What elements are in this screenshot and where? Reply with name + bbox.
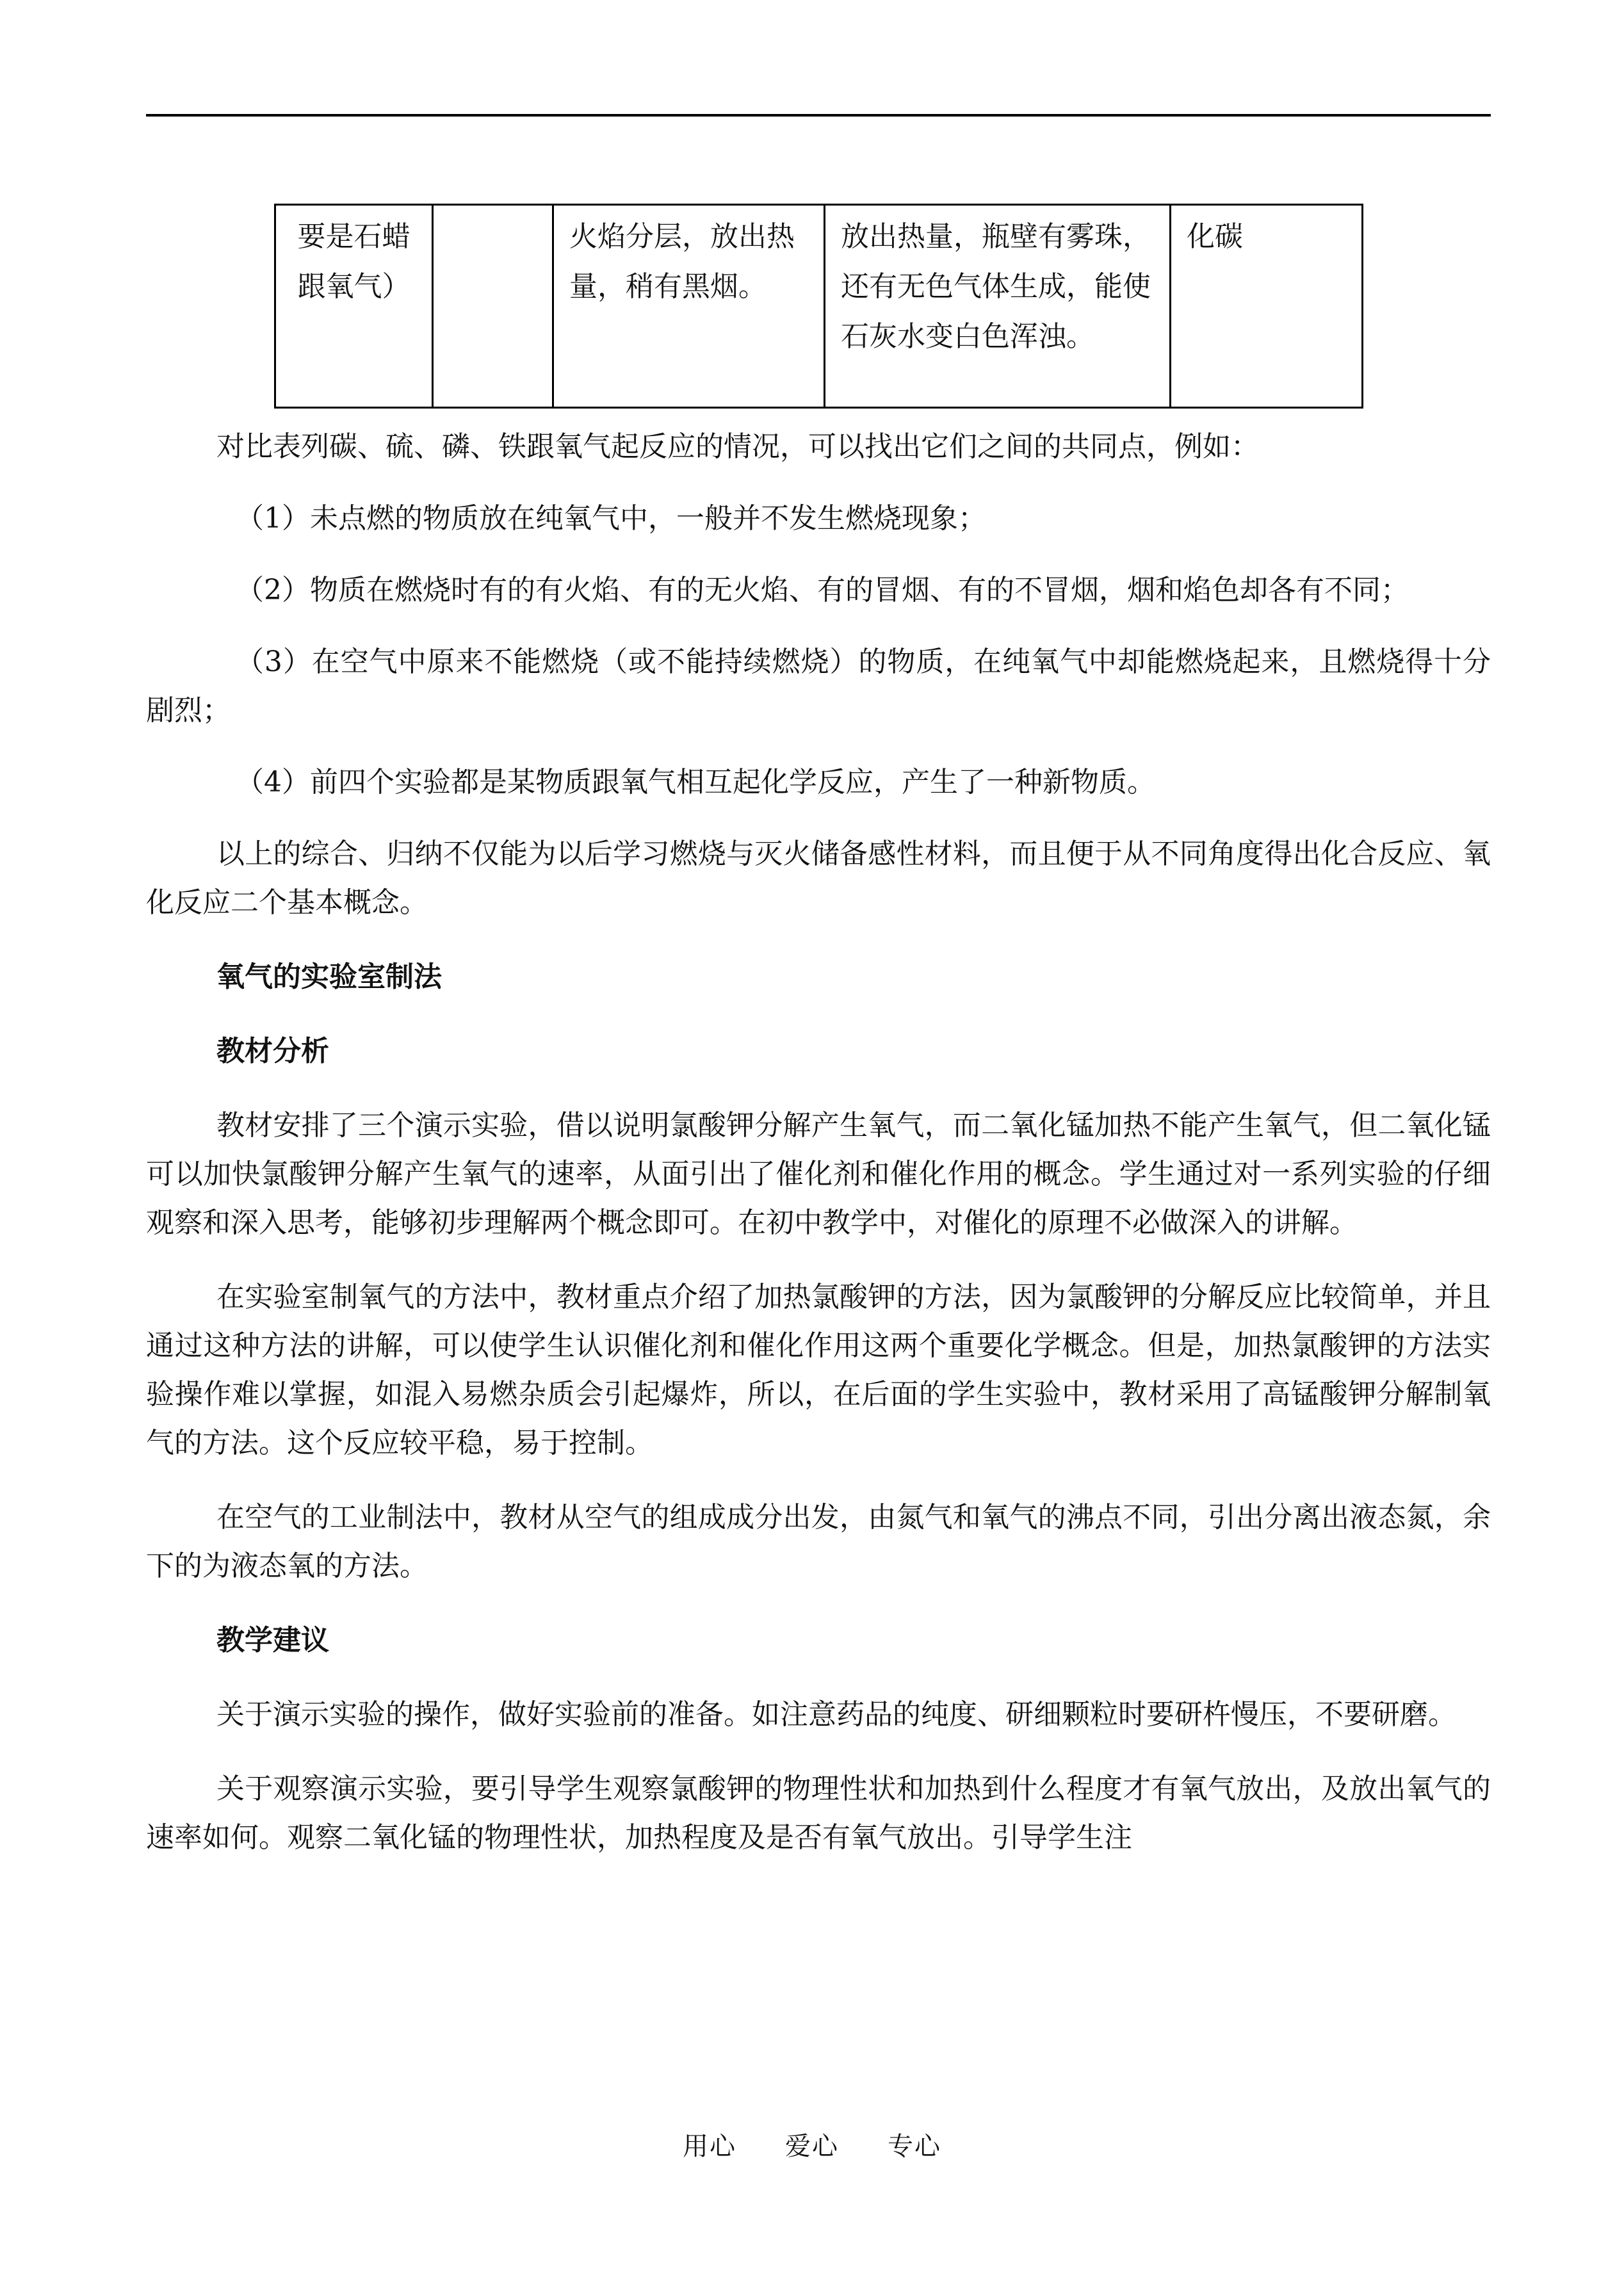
table-cell <box>433 205 553 408</box>
table-cell: 放出热量，瓶壁有雾珠，还有无色气体生成，能使石灰水变白色浑浊。 <box>825 205 1171 408</box>
paragraph: 在空气的工业制法中，教材从空气的组成成分出发，由氮气和氧气的沸点不同，引出分离出液态氮，余下的为液态氧的方法。 <box>146 1501 1491 1582</box>
list-item: （3）在空气中原来不能燃烧（或不能持续燃烧）的物质，在纯氧气中却能燃烧起来，且燃烧得十分剧烈； <box>146 645 1491 727</box>
section-heading: 氧气的实验室制法 <box>216 961 442 993</box>
footer-word: 爱心 <box>785 2132 839 2161</box>
document-body <box>146 423 1491 1862</box>
paragraph: 关于观察演示实验，要引导学生观察氯酸钾的物理性状和加热到什么程度才有氧气放出，及放出氧气的速率如何。观察二氧化锰的物理性状，加热程度及是否有氧气放出。引导学生注 <box>146 1772 1491 1854</box>
table-cell: 要是石蜡跟氧气） <box>275 205 433 408</box>
paragraph: 教材安排了三个演示实验，借以说明氯酸钾分解产生氧气，而二氧化锰加热不能产生氧气，但二氧化锰可以加快氯酸钾分解产生氧气的速率，从面引出了催化剂和催化作用的概念。学生通过对一系列实验的仔细观察和深入思考，能够初步理解两个概念即可。在初中教学中，对催化的原理不必做深入的讲解。 <box>146 1109 1491 1239</box>
table-cell: 化碳 <box>1171 205 1363 408</box>
footer-word: 用心 <box>683 2132 736 2161</box>
header-rule <box>146 114 1491 117</box>
footer-word: 专心 <box>888 2132 941 2161</box>
paragraph: 以上的综合、归纳不仅能为以后学习燃烧与灭火储备感性材料，而且便于从不同角度得出化合反应、氧化反应二个基本概念。 <box>146 838 1491 919</box>
list-item: （2）物质在燃烧时有的有火焰、有的无火焰、有的冒烟、有的不冒烟，烟和焰色却各有不同； <box>236 574 1409 606</box>
table-row <box>275 205 1363 408</box>
table-cell: 火焰分层，放出热量，稍有黑烟。 <box>553 205 825 408</box>
section-heading: 教学建议 <box>216 1624 329 1657</box>
page-footer <box>0 2126 1624 2162</box>
list-item: （1）未点燃的物质放在纯氧气中，一般并不发生燃烧现象； <box>236 502 986 535</box>
paragraph: 对比表列碳、硫、磷、铁跟氧气起反应的情况，可以找出它们之间的共同点，例如： <box>216 430 1259 463</box>
paragraph: 关于演示实验的操作，做好实验前的准备。如注意药品的纯度、研细颗粒时要研杵慢压，不要研磨。 <box>216 1698 1456 1731</box>
list-item: （4）前四个实验都是某物质跟氧气相互起化学反应，产生了一种新物质。 <box>236 766 1155 799</box>
paragraph: 在实验室制氧气的方法中，教材重点介绍了加热氯酸钾的方法，因为氯酸钾的分解反应比较简单，并且通过这种方法的讲解，可以使学生认识催化剂和催化作用这两个重要化学概念。但是，加热氯酸钾的方法实验操作难以掌握，如混入易燃杂质会引起爆炸，所以，在后面的学生实验中，教材采用了高锰酸钾分解制氧气的方法。这个反应较平稳，易于控制。 <box>146 1281 1491 1459</box>
table-continuation <box>274 204 1363 409</box>
section-heading: 教材分析 <box>216 1035 329 1067</box>
